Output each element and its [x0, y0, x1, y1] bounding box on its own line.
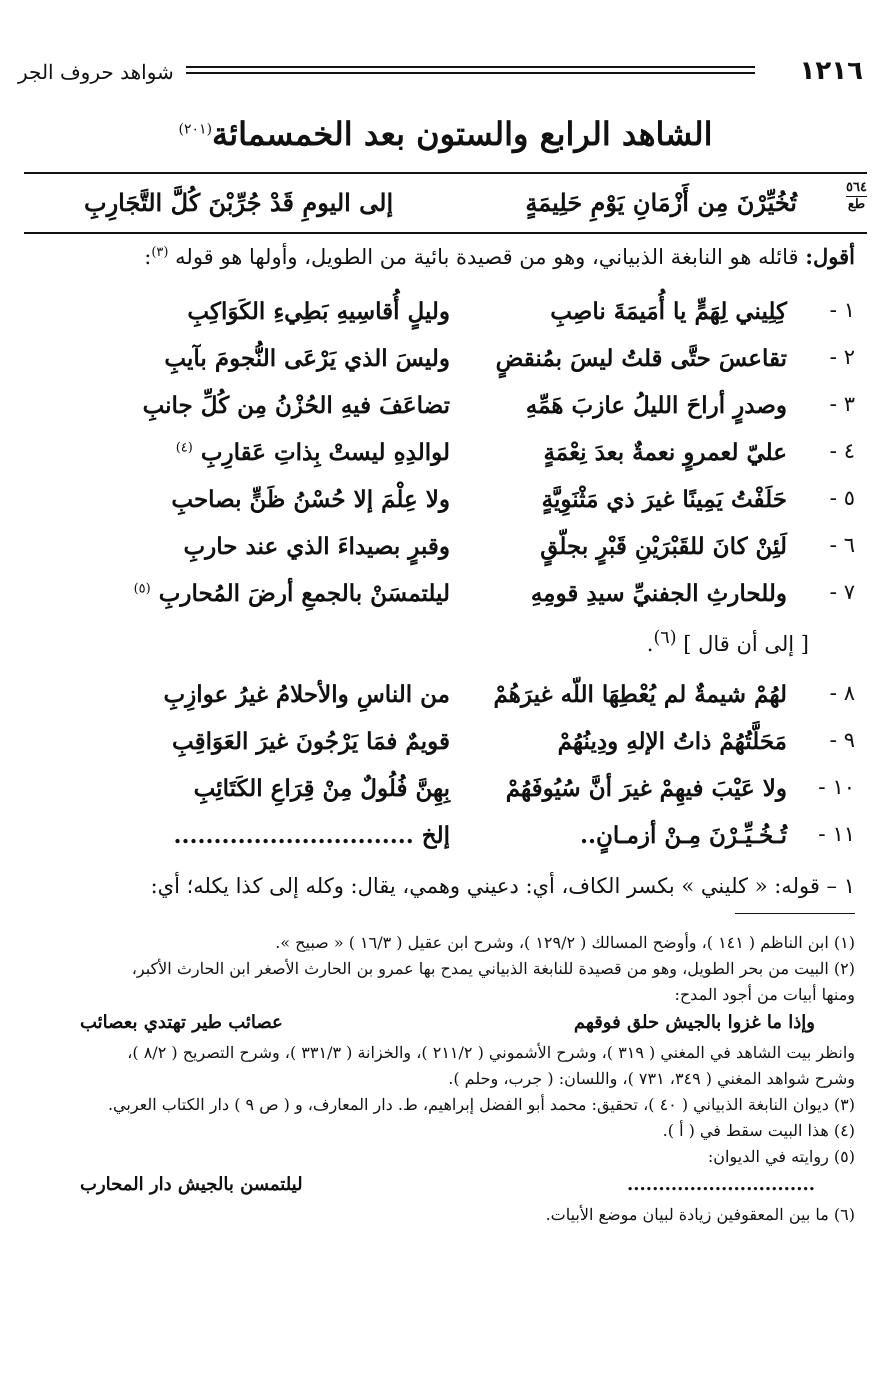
- verse-hemistich-2: [70, 439, 450, 466]
- header-rule: [186, 66, 755, 74]
- verse-number: ١ -: [829, 298, 855, 322]
- footnote-3: (٣) ديوان النابغة الذبياني ( ٤٠ )، تحقيق: محمد أبو الفضل إبراهيم، ط. دار المعارف، و ( ص ٩ ) دار الكتاب العربي.: [107, 1095, 855, 1114]
- verse-row: [30, 386, 855, 433]
- verse-hemistich-1: لَئِنْ كانَ للقَبْرَيْنِ قَبْرٍ بجلّقٍ: [540, 533, 787, 560]
- intro-paragraph: [30, 244, 855, 269]
- verse-number: ٢ -: [829, 345, 855, 369]
- shahid-ref: [846, 180, 867, 213]
- footnote-2-line-2: ومنها أبيات من أجود المدح:: [674, 985, 855, 1004]
- shahid-ref-label: طع: [847, 197, 866, 212]
- verse-number: ٤ -: [829, 439, 855, 463]
- footnote-2-line-1: (٢) البيت من بحر الطويل، وهو من قصيدة للنابغة الذبياني يمدح بها عمرو بن الحارث الأصغر ابن الحارث الأكبر،: [131, 959, 855, 978]
- section-title: [0, 115, 891, 153]
- bracket-note: (٦): [653, 628, 677, 648]
- intro-label: أقول:: [805, 244, 855, 269]
- footnotes: [30, 930, 855, 1228]
- footnote-6: (٦) ما بين المعقوفين زيادة لبيان موضع الأبيات.: [545, 1205, 855, 1224]
- verse-hemistich-1: ولا عَيْبَ فيهِمْ غيرَ أنَّ سُيُوفَهُمْ: [505, 775, 787, 802]
- running-title: شواهد حروف الجر: [18, 60, 174, 84]
- intro-text: قائله هو النابغة الذبياني، وهو من قصيدة بائية من الطويل، وأولها هو قوله: [175, 245, 799, 269]
- footnote-separator: [735, 913, 855, 914]
- verse-hemistich-1: تقاعسَ حتَّى قلتُ ليسَ بمُنقضٍ: [495, 345, 787, 372]
- page-number: ١٢١٦: [799, 56, 863, 86]
- verse-hemistich-2-text: وقبرٍ بصيداءَ الذي عند حاربِ: [183, 533, 450, 560]
- verse-hemistich-2: [70, 298, 450, 325]
- verse-row: [30, 769, 855, 816]
- shahid-top-rule: [24, 172, 867, 174]
- verse-hemistich-2: قويمٌ فمَا يَرْجُونَ غيرَ العَوَاقِبِ: [172, 728, 450, 755]
- verse-note: (٥): [133, 581, 151, 597]
- verse-number: ٨ -: [829, 681, 855, 705]
- verse-hemistich-1: عليّ لعمروٍ نعمةٌ بعدَ نِعْمَةٍ: [543, 439, 787, 466]
- verse-row: [30, 339, 855, 386]
- bracket-text: [ إلى أن قال ]: [683, 632, 809, 656]
- verse-hemistich-2-text: تضاعَفَ فيهِ الحُزْنُ مِن كُلِّ جانبِ: [142, 392, 450, 419]
- verse-row: [30, 675, 855, 722]
- verse-hemistich-2: [70, 486, 450, 513]
- verse-row: [30, 574, 855, 621]
- verse-hemistich-2: [70, 392, 450, 419]
- verse-hemistich-2: بِهِنَّ فُلُولٌ مِنْ قِرَاعِ الكَتَائِبِ: [193, 775, 450, 802]
- explanation-paragraph: ١ – قوله: « كليني » بكسر الكاف، أي: دعيني وهمي، يقال: وكله إلى كذا يكله؛ أي:: [150, 874, 855, 898]
- verse-hemistich-2-text: ولا عِلْمَ إلا حُسْنُ ظَنٍّ بصاحبِ: [171, 486, 450, 513]
- poem-verses: [30, 292, 855, 621]
- footnote-5: (٥) روايته في الديوان:: [707, 1147, 855, 1166]
- footnote-5-hemistich: ليلتمسن بالجيش دار المحارب: [80, 1174, 303, 1195]
- verse-row: [30, 292, 855, 339]
- verse-hemistich-2-text: وليلٍ أُقاسِيهِ بَطِيءِ الكَوَاكِبِ: [187, 298, 450, 325]
- bracket-line: [ إلى أن قال ] $^{(٦)}$.: [646, 628, 809, 656]
- verse-hemistich-1: تُـخُـيِّـرْنَ مِـنْ أزمـانٍ..: [579, 822, 787, 849]
- verse-hemistich-1: وللحارثِ الجفنيِّ سيدِ قومِهِ: [530, 580, 787, 607]
- shahid-hemistich-1: تُخُيِّرْنَ مِن أَزْمَانِ يَوْمِ حَلِيمَةٍ: [525, 188, 797, 217]
- poem-verses-continued: [30, 675, 855, 863]
- footnote-verse-hemistich-2: عصائب طير تهتدي بعصائب: [80, 1012, 283, 1033]
- verse-number: ١٠ -: [818, 775, 855, 799]
- verse-number: ٥ -: [829, 486, 855, 510]
- verse-hemistich-2: من الناسِ والأحلامُ غيرُ عوازِبِ: [163, 681, 450, 708]
- verse-hemistich-2-text: لوالدِهِ ليستْ بِذاتِ عَقارِبِ: [200, 439, 450, 466]
- verse-hemistich-2: [70, 345, 450, 372]
- verse-number: ٧ -: [829, 580, 855, 604]
- footnote-5-dots: ..............................: [627, 1174, 815, 1195]
- footnote-verse-hemistich-1: وإذا ما غزوا بالجيش حلق فوقهم: [573, 1012, 815, 1033]
- footnote-4: (٤) هذا البيت سقط في ( أ ).: [662, 1121, 855, 1140]
- verse-hemistich-2: إلخ ..............................: [173, 822, 450, 849]
- verse-hemistich-2-text: وليسَ الذي يَرْعَى النُّجومَ بآيبِ: [164, 345, 450, 372]
- verse-row: [30, 480, 855, 527]
- verse-number: ٦ -: [829, 533, 855, 557]
- title-note-ref: (٢٠١): [178, 121, 213, 138]
- verse-note: (٤): [175, 440, 193, 456]
- shahid-verse: [24, 178, 867, 228]
- footnote-poem-verse: [30, 1008, 855, 1040]
- verse-hemistich-2-text: ليلتمسَنْ بالجمعِ أرضَ المُحاربِ: [158, 580, 450, 607]
- verse-row: [30, 433, 855, 480]
- verse-hemistich-1: وصدرٍ أراحَ الليلُ عازبَ هَمِّهِ: [525, 392, 787, 419]
- shahid-hemistich-2: إلى اليومِ قَدْ جُرِّبْنَ كُلَّ التَّجَارِبِ: [84, 188, 394, 217]
- verse-hemistich-1: كِلِيني لِهَمٍّ يا أُمَيمَةَ ناصِبِ: [550, 298, 787, 325]
- footnote-1: (١) ابن الناظم ( ١٤١ )، وأوضح المسالك ( ١٢٩/٢ )، وشرح ابن عقيل ( ١٦/٣ ) « صبيح ».: [275, 933, 855, 952]
- verse-row: [30, 816, 855, 863]
- verse-number: ٣ -: [829, 392, 855, 416]
- verse-hemistich-1: حَلَفْتُ يَمِينًا غيرَ ذي مَثْنَوِيَّةٍ: [541, 486, 787, 513]
- shahid-ref-number: ٥٦٤: [846, 180, 867, 195]
- verse-number: ١١ -: [818, 822, 855, 846]
- section-title-text: الشاهد الرابع والستون بعد الخمسمائة: [212, 115, 713, 153]
- shahid-bottom-rule: [24, 232, 867, 234]
- verse-row: [30, 722, 855, 769]
- footnote-2-line-4: وشرح شواهد المغني ( ٣٤٩، ٧٣١ )، واللسان: ( جرب، وحلم ).: [448, 1069, 855, 1088]
- verse-number: ٩ -: [829, 728, 855, 752]
- verse-hemistich-2: [70, 533, 450, 560]
- footnote-2-line-3: وانظر بيت الشاهد في المغني ( ٣١٩ )، وشرح الأشموني ( ٢١١/٢ )، والخزانة ( ٣٣١/٣ )، وشرح التصريح ( ٨/٢ )،: [127, 1043, 855, 1062]
- intro-colon: :: [144, 245, 152, 269]
- page-header: [18, 52, 863, 92]
- intro-note: (٣): [151, 245, 169, 260]
- verse-row: [30, 527, 855, 574]
- verse-hemistich-1: لهُمْ شيمةٌ لم يُعْطِهَا اللّه غيرَهُمْ: [493, 681, 787, 708]
- footnote-5-verse: [30, 1170, 855, 1202]
- verse-hemistich-2: [70, 580, 450, 607]
- verse-hemistich-1: مَحَلَّتُهُمْ ذاتُ الإلهِ ودِينُهُمْ: [557, 728, 787, 755]
